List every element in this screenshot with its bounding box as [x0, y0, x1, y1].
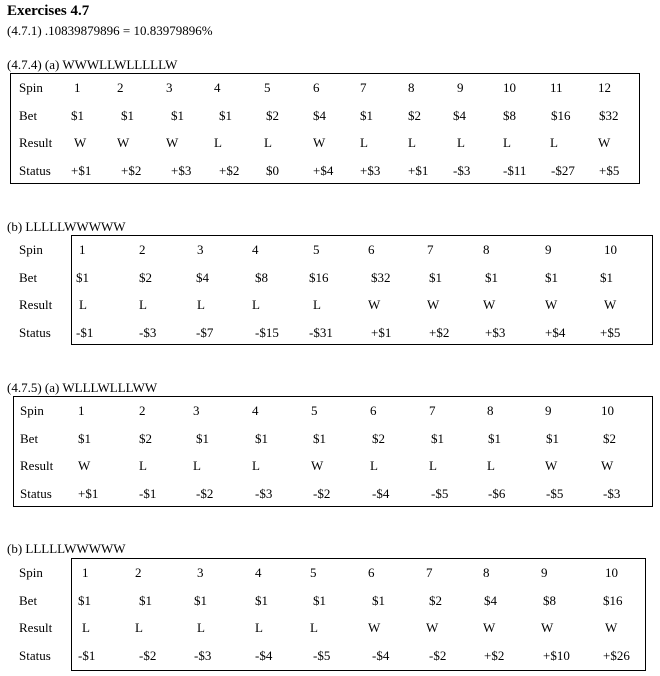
table-4-7-4a-result-cell: W	[117, 135, 130, 150]
table-4-7-5b-status-cell: +$2	[484, 647, 505, 663]
table-4-7-4b-spin-cell: 7	[427, 242, 434, 257]
table-4-7-5b-result-cell: L	[310, 620, 318, 635]
table-4-7-5b-bet-cell: $4	[484, 592, 497, 608]
table-4-7-5a-status-cell: +$1	[78, 485, 99, 501]
table-4-7-5b-row-label-spin: Spin	[19, 565, 43, 580]
table-4-7-4a-row-label-status: Status	[19, 162, 51, 178]
table-4-7-5b-spin-cell: 7	[426, 565, 433, 580]
table-4-7-4a-result-cell: L	[264, 135, 272, 150]
table-4-7-4a-spin-cell: 12	[598, 80, 611, 95]
table-4-7-4b-status-cell: +$5	[600, 324, 621, 340]
exercise-4-7-1-answer: (4.7.1) .10839879896 = 10.83979896%	[7, 23, 213, 38]
table-4-7-5b-spin-cell: 10	[605, 565, 618, 580]
table-4-7-5a-spin-cell: 8	[487, 403, 494, 418]
table-4-7-4a-bet-cell: $2	[408, 107, 421, 123]
table-4-7-4b-result-cell: W	[427, 297, 440, 312]
table-4-7-5a-row-label-spin: Spin	[20, 403, 44, 418]
table-4-7-5b-bet-cell: $8	[543, 592, 556, 608]
table-4-7-5a-spin-cell: 1	[78, 403, 85, 418]
table-4-7-5a-row-label-bet: Bet	[20, 430, 39, 446]
table-4-7-4b-spin-cell: 6	[368, 242, 375, 257]
table-4-7-5a-result-cell: L	[252, 458, 260, 473]
table-4-7-5a-result-cell: L	[193, 458, 201, 473]
table-4-7-4a-bet-cell: $1	[360, 107, 373, 123]
table-4-7-5a-bet-cell: $2	[372, 430, 385, 446]
table-4-7-4b-spin-cell: 8	[483, 242, 490, 257]
table-4-7-4a-row-label-spin: Spin	[19, 80, 43, 95]
table-4-7-4b-status-cell: +$1	[371, 324, 392, 340]
table-4-7-4a-result-cell: L	[408, 135, 416, 150]
table-4-7-5a-status-cell: -$4	[372, 485, 390, 501]
table-4-7-4a-result-cell: L	[214, 135, 222, 150]
table-4-7-5b-spin-cell: 3	[197, 565, 204, 580]
table-4-7-4a-spin-cell: 11	[550, 80, 563, 95]
table-4-7-5b-spin-cell: 2	[135, 565, 142, 580]
table-4-7-4b-bet-cell: $16	[309, 269, 329, 285]
table-4-7-4b-spin-cell: 4	[252, 242, 259, 257]
table-4-7-5a-result-cell: W	[601, 458, 614, 473]
table-caption-4-7-5a: (4.7.5) (a) WLLLWLLLWW	[7, 380, 158, 395]
table-4-7-5b-status-cell: -$1	[78, 647, 96, 663]
table-4-7-4a-spin-cell: 8	[408, 80, 415, 95]
table-caption-4-7-4b: (b) LLLLLWWWWW	[7, 219, 126, 234]
table-4-7-5a-result-cell: W	[311, 458, 324, 473]
table-4-7-4b-spin-cell: 3	[197, 242, 204, 257]
table-4-7-5a-bet-cell: $1	[255, 430, 268, 446]
table-4-7-4a-bet-cell: $1	[71, 107, 84, 123]
table-4-7-4a-status-cell: +$1	[71, 162, 92, 178]
table-4-7-5a-row-label-status: Status	[20, 485, 52, 501]
table-4-7-4a-spin-cell: 9	[457, 80, 464, 95]
table-4-7-4a-status-cell: +$4	[313, 162, 334, 178]
table-4-7-5b-status-cell: +$10	[543, 647, 570, 663]
table-4-7-4b-result-cell: L	[313, 297, 321, 312]
table-4-7-5b-status-cell: -$4	[255, 647, 273, 663]
table-4-7-4b-spin-cell: 10	[604, 242, 617, 257]
table-4-7-4b-bet-cell: $8	[255, 269, 268, 285]
table-4-7-4b-status-cell: +$3	[485, 324, 506, 340]
table-4-7-5b-status-cell: -$3	[194, 647, 212, 663]
table-4-7-5b-bet-cell: $1	[313, 592, 326, 608]
table-4-7-5a-status-cell: -$3	[603, 485, 621, 501]
table-4-7-5b-row-label-status: Status	[19, 647, 51, 663]
table-4-7-4a-status-cell: -$27	[551, 162, 575, 178]
table-4-7-5b-status-cell: -$5	[313, 647, 331, 663]
table-4-7-4a-status-cell: +$1	[408, 162, 429, 178]
table-4-7-5b-spin-cell: 1	[82, 565, 89, 580]
table-4-7-4a-status-cell: +$5	[599, 162, 620, 178]
table-4-7-5b-result-cell: W	[541, 620, 554, 635]
table-4-7-4a-spin-cell: 3	[166, 80, 173, 95]
table-4-7-4a-row-label-result: Result	[19, 135, 53, 150]
table-4-7-4a-spin-cell: 6	[313, 80, 320, 95]
table-4-7-4b-status-cell: -$7	[196, 324, 214, 340]
table-4-7-5a-bet-cell: $1	[196, 430, 209, 446]
table-4-7-4a-status-cell: -$3	[453, 162, 471, 178]
table-4-7-4b-bet-cell: $1	[429, 269, 442, 285]
table-4-7-4a-status-cell: -$11	[503, 162, 527, 178]
table-4-7-4b-status-cell: +$4	[545, 324, 566, 340]
table-4-7-5b-row-label-result: Result	[19, 620, 53, 635]
table-4-7-4a-bet-cell: $32	[599, 107, 619, 123]
table-4-7-5a-result-cell: L	[429, 458, 437, 473]
table-4-7-4a-spin-cell: 7	[360, 80, 367, 95]
table-4-7-5b-result-cell: L	[255, 620, 263, 635]
table-4-7-4a-bet-cell: $2	[266, 107, 279, 123]
table-4-7-5a-result-cell: L	[370, 458, 378, 473]
table-4-7-5b-spin-cell: 4	[255, 565, 262, 580]
table-4-7-4b-status-cell: +$2	[429, 324, 450, 340]
table-4-7-4a-status-cell: +$3	[360, 162, 381, 178]
table-4-7-5a-spin-cell: 4	[252, 403, 259, 418]
table-caption-4-7-4a: (4.7.4) (a) WWWLLWLLLLLW	[7, 57, 178, 72]
table-4-7-5b-spin-cell: 6	[368, 565, 375, 580]
table-4-7-4b-result-cell: L	[252, 297, 260, 312]
table-4-7-4a-bet-cell: $1	[219, 107, 232, 123]
table-4-7-5a-status-cell: -$2	[196, 485, 214, 501]
table-4-7-5b-bet-cell: $2	[429, 592, 442, 608]
table-4-7-4a-spin-cell: 2	[117, 80, 124, 95]
table-4-7-4a-spin-cell: 5	[264, 80, 271, 95]
table-4-7-5b-row-label-bet: Bet	[19, 592, 38, 608]
table-4-7-5a-result-cell: L	[139, 458, 147, 473]
table-4-7-5a-bet-cell: $1	[313, 430, 326, 446]
table-4-7-5a-spin-cell: 7	[429, 403, 436, 418]
table-4-7-5b-bet-cell: $16	[603, 592, 623, 608]
table-4-7-4b-status-cell: -$15	[255, 324, 279, 340]
table-4-7-4a-bet-cell: $4	[313, 107, 326, 123]
table-4-7-5a-spin-cell: 9	[545, 403, 552, 418]
table-4-7-4b-bet-cell: $32	[371, 269, 391, 285]
table-4-7-4a-result-cell: L	[360, 135, 368, 150]
table-4-7-4b-result-cell: L	[139, 297, 147, 312]
table-4-7-4a-spin-cell: 1	[74, 80, 81, 95]
table-4-7-5b-result-cell: W	[426, 620, 439, 635]
table-caption-4-7-5b: (b) LLLLLWWWWW	[7, 541, 126, 556]
table-4-7-5b-bet-cell: $1	[255, 592, 268, 608]
table-4-7-5a-spin-cell: 2	[139, 403, 146, 418]
table-4-7-5a-status-cell: -$1	[139, 485, 157, 501]
page-title: Exercises 4.7	[7, 3, 90, 19]
table-4-7-5b-result-cell: L	[135, 620, 143, 635]
table-4-7-4b-row-label-result: Result	[19, 297, 53, 312]
table-4-7-4b-result-cell: W	[604, 297, 617, 312]
table-4-7-4b-bet-cell: $1	[76, 269, 89, 285]
table-4-7-4a-bet-cell: $8	[503, 107, 516, 123]
table-4-7-5b-status-cell: -$2	[139, 647, 157, 663]
table-4-7-5a-spin-cell: 3	[193, 403, 200, 418]
table-4-7-5a-result-cell: W	[78, 458, 91, 473]
table-4-7-4a-bet-cell: $16	[551, 107, 571, 123]
table-4-7-5a-bet-cell: $2	[139, 430, 152, 446]
table-4-7-4b-status-cell: -$31	[309, 324, 333, 340]
table-4-7-4a-result-cell: L	[503, 135, 511, 150]
table-4-7-5a-bet-cell: $1	[546, 430, 559, 446]
table-4-7-5b-spin-cell: 8	[483, 565, 490, 580]
table-4-7-5b-status-cell: +$26	[603, 647, 630, 663]
table-4-7-5a-status-cell: -$5	[546, 485, 564, 501]
table-4-7-4a-bet-cell: $1	[171, 107, 184, 123]
table-4-7-4a-bet-cell: $4	[453, 107, 466, 123]
table-4-7-4a-result-cell: L	[457, 135, 465, 150]
table-4-7-5a-bet-cell: $1	[431, 430, 444, 446]
table-4-7-5a-status-cell: -$5	[431, 485, 449, 501]
table-4-7-5a-result-cell: L	[487, 458, 495, 473]
table-4-7-5b-status-cell: -$4	[372, 647, 390, 663]
spin-table-4-7-4b	[71, 235, 653, 345]
table-4-7-5a-bet-cell: $1	[488, 430, 501, 446]
table-4-7-5a-status-cell: -$6	[488, 485, 506, 501]
table-4-7-5b-result-cell: W	[483, 620, 496, 635]
table-4-7-5a-bet-cell: $2	[603, 430, 616, 446]
table-4-7-5b-status-cell: -$2	[429, 647, 447, 663]
table-4-7-4b-bet-cell: $4	[196, 269, 209, 285]
table-4-7-5b-result-cell: L	[197, 620, 205, 635]
table-4-7-4b-bet-cell: $1	[600, 269, 613, 285]
table-4-7-4b-row-label-bet: Bet	[19, 269, 38, 285]
table-4-7-4b-status-cell: -$1	[76, 324, 94, 340]
table-4-7-4b-row-label-spin: Spin	[19, 242, 43, 257]
table-4-7-4b-bet-cell: $1	[545, 269, 558, 285]
table-4-7-4a-bet-cell: $1	[121, 107, 134, 123]
table-4-7-4b-status-cell: -$3	[139, 324, 157, 340]
table-4-7-5b-spin-cell: 9	[541, 565, 548, 580]
table-4-7-4a-status-cell: +$2	[219, 162, 240, 178]
table-4-7-5a-bet-cell: $1	[78, 430, 91, 446]
table-4-7-4a-status-cell: +$2	[121, 162, 142, 178]
table-4-7-4a-result-cell: W	[166, 135, 179, 150]
table-4-7-5b-result-cell: W	[368, 620, 381, 635]
table-4-7-4b-spin-cell: 1	[79, 242, 86, 257]
table-4-7-5a-row-label-result: Result	[20, 458, 54, 473]
table-4-7-4b-result-cell: W	[483, 297, 496, 312]
table-4-7-5b-result-cell: W	[605, 620, 618, 635]
table-4-7-4b-spin-cell: 9	[545, 242, 552, 257]
table-4-7-4b-spin-cell: 2	[139, 242, 146, 257]
table-4-7-4a-result-cell: W	[313, 135, 326, 150]
table-4-7-4a-spin-cell: 4	[214, 80, 221, 95]
table-4-7-4b-spin-cell: 5	[313, 242, 320, 257]
table-4-7-4a-result-cell: L	[550, 135, 558, 150]
table-4-7-4a-result-cell: W	[74, 135, 87, 150]
table-4-7-4a-status-cell: +$3	[171, 162, 192, 178]
table-4-7-4b-bet-cell: $2	[139, 269, 152, 285]
table-4-7-5b-spin-cell: 5	[310, 565, 317, 580]
table-4-7-5b-bet-cell: $1	[139, 592, 152, 608]
table-4-7-4a-status-cell: $0	[266, 162, 279, 178]
table-4-7-5a-spin-cell: 10	[601, 403, 614, 418]
table-4-7-5b-result-cell: L	[82, 620, 90, 635]
table-4-7-4a-result-cell: W	[598, 135, 611, 150]
table-4-7-5b-bet-cell: $1	[194, 592, 207, 608]
table-4-7-4b-result-cell: W	[545, 297, 558, 312]
table-4-7-4b-result-cell: L	[79, 297, 87, 312]
table-4-7-5a-result-cell: W	[545, 458, 558, 473]
table-4-7-4b-bet-cell: $1	[485, 269, 498, 285]
table-4-7-5b-bet-cell: $1	[78, 592, 91, 608]
table-4-7-5a-spin-cell: 6	[370, 403, 377, 418]
table-4-7-5a-spin-cell: 5	[311, 403, 318, 418]
table-4-7-4b-row-label-status: Status	[19, 324, 51, 340]
table-4-7-4b-result-cell: L	[197, 297, 205, 312]
table-4-7-5a-status-cell: -$3	[255, 485, 273, 501]
table-4-7-4a-spin-cell: 10	[503, 80, 516, 95]
table-4-7-4a-row-label-bet: Bet	[19, 107, 38, 123]
table-4-7-5b-bet-cell: $1	[372, 592, 385, 608]
table-4-7-5a-status-cell: -$2	[313, 485, 331, 501]
table-4-7-4b-result-cell: W	[368, 297, 381, 312]
